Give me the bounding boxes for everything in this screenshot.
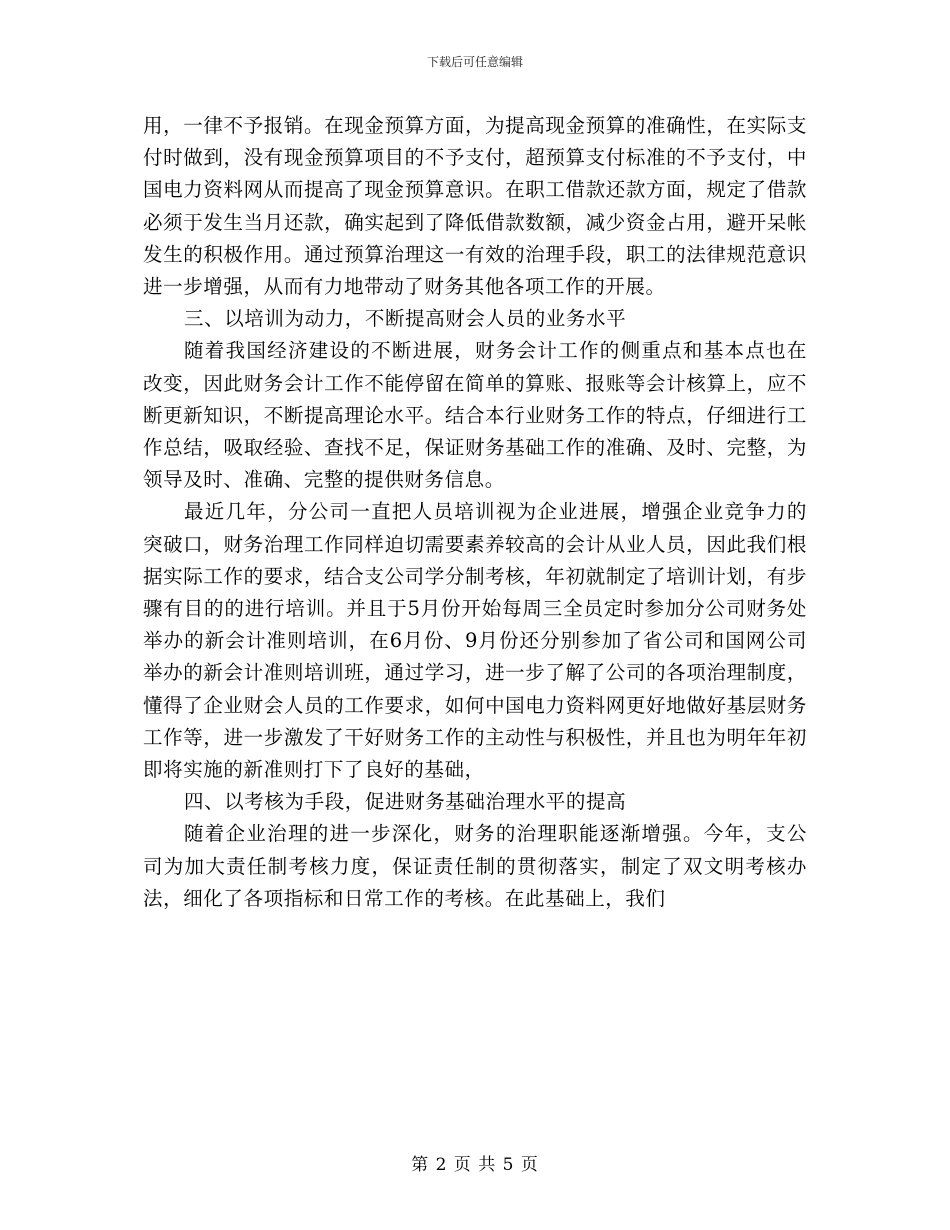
section-heading-training: 三、以培训为动力，不断提高财会人员的业务水平 (184, 307, 627, 331)
page-number: 第 2 页 共 5 页 (411, 1155, 539, 1175)
paragraph-assessment: 随着企业治理的进一步深化，财务的治理职能逐渐增强。今年，支公司为加大责任制考核力度，保证责任制的贯彻落实，制定了双文明考核办法，细化了各项指标和日常工作的考核。在此基础上，我们 (143, 822, 807, 910)
paragraph-training-knowledge: 随着我国经济建设的不断进展，财务会计工作的侧重点和基本点也在改变，因此财务会计工作不能停留在简单的算账、报账等会计核算上，应不断更新知识，不断提高理论水平。结合本行业财务工作的特点，仔细进行工作总结，吸取经验、查找不足，保证财务基础工作的准确、及时、完整，为领导及时、准确、完整的提供财务信息。 (143, 339, 807, 492)
page-header-note: 下载后可任意编辑 (426, 55, 523, 69)
paragraph-budget-continuation: 用，一律不予报销。在现金预算方面，为提高现金预算的准确性，在实际支付时做到，没有现金预算项目的不予支付，超预算支付标准的不予支付，中国电力资料网从而提高了现金预算意识。在职工借款还款方面，规定了借款必须于发生当月还款，确实起到了降低借款数额，减少资金占用，避开呆帐发生的积极作用。通过预算治理这一有效的治理手段，职工的法律规范意识进一步增强，从而有力地带动了财务其他各项工作的开展。 (143, 114, 807, 299)
document-body (143, 110, 807, 915)
section-heading-assessment: 四、以考核为手段，促进财务基础治理水平的提高 (184, 790, 627, 814)
paragraph-training-plan: 最近几年，分公司一直把人员培训视为企业进展，增强企业竞争力的突破口，财务治理工作同样迫切需要素养较高的会计从业人员，因此我们根据实际工作的要求，结合支公司学分制考核，年初就制定了培训计划，有步骤有目的的进行培训。并且于5月份开始每周三全员定时参加分公司财务处举办的新会计准则培训，在6月份、9月份还分别参加了省公司和国网公司举办的新会计准则培训班，通过学习，进一步了解了公司的各项治理制度，懂得了企业财会人员的工作要求，如何中国电力资料网更好地做好基层财务工作等，进一步激发了干好财务工作的主动性与积极性，并且也为明年年初即将实施的新准则打下了良好的基础， (143, 500, 807, 782)
